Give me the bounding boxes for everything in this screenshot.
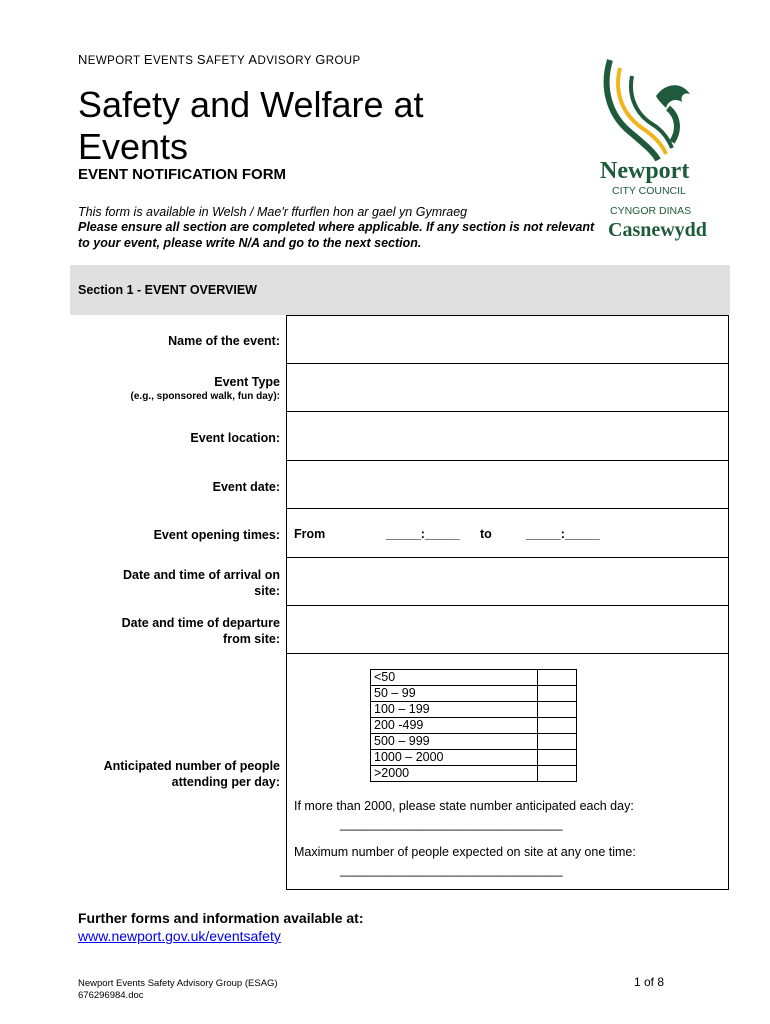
- more-than-2000-input[interactable]: ________________________________: [340, 817, 563, 831]
- departure-label: [70, 615, 280, 647]
- organisation-heading: [78, 52, 361, 67]
- further-info-heading: Further forms and information available at:: [78, 910, 364, 926]
- attendance-option-row: [371, 670, 577, 686]
- attendance-option-checkbox[interactable]: [538, 750, 577, 766]
- arrival-label: [70, 567, 280, 599]
- attendance-option-row: [371, 718, 577, 734]
- departure-field[interactable]: [286, 605, 729, 654]
- event-name-field[interactable]: [286, 315, 729, 364]
- attendance-option-label: 100 – 199: [371, 702, 538, 718]
- events-safety-link[interactable]: www.newport.gov.uk/eventsafety: [78, 928, 281, 944]
- more-than-2000-note: If more than 2000, please state number anticipated each day:: [294, 799, 634, 813]
- attendance-option-label: 200 -499: [371, 718, 538, 734]
- event-date-label: Event date:: [212, 480, 280, 494]
- welsh-availability-note: This form is available in Welsh / Mae'r ffurflen hon ar gael yn Gymraeg: [78, 205, 468, 219]
- logo-city-council-text: CITY COUNCIL: [612, 185, 686, 197]
- to-time-input[interactable]: _____:_____: [526, 527, 600, 541]
- opening-times-field[interactable]: [286, 508, 729, 558]
- logo-newport-text: Newport: [600, 158, 690, 184]
- attendance-option-checkbox[interactable]: [538, 766, 577, 782]
- attendance-option-label: <50: [371, 670, 538, 686]
- attendance-label: [70, 758, 280, 790]
- newport-city-council-logo: [596, 56, 712, 242]
- org-part: ADVISORY: [248, 52, 316, 67]
- attendance-option-checkbox[interactable]: [538, 702, 577, 718]
- from-time-input[interactable]: _____:_____: [386, 527, 460, 541]
- attendance-label-line-1: Anticipated number of people: [103, 759, 280, 773]
- event-location-label: Event location:: [190, 431, 280, 445]
- to-label: to: [480, 527, 492, 541]
- event-type-label: [70, 374, 280, 404]
- footer-filename: 676296984.doc: [78, 990, 144, 1001]
- title-line-2: Events: [78, 126, 189, 167]
- event-date-field[interactable]: [286, 460, 729, 509]
- attendance-option-row: [371, 702, 577, 718]
- attendance-option-label: 1000 – 2000: [371, 750, 538, 766]
- arrival-field[interactable]: [286, 557, 729, 606]
- opening-times-label: Event opening times:: [153, 528, 280, 542]
- section-title: Section 1 - EVENT OVERVIEW: [78, 283, 257, 297]
- org-part: SAFETY: [196, 52, 249, 67]
- event-type-hint: (e.g., sponsored walk, fun day):: [130, 391, 280, 402]
- attendance-options-table: [370, 669, 577, 782]
- event-location-field[interactable]: [286, 411, 729, 461]
- form-subtitle: EVENT NOTIFICATION FORM: [78, 166, 287, 183]
- logo-casnewydd-text: Casnewydd: [608, 219, 707, 241]
- attendance-option-checkbox[interactable]: [538, 718, 577, 734]
- attendance-option-label: >2000: [371, 766, 538, 782]
- org-part: EVENTS: [143, 52, 197, 67]
- page-title: [78, 84, 548, 168]
- org-part: NEWPORT: [78, 52, 144, 67]
- footer-org: Newport Events Safety Advisory Group (ESAG): [78, 978, 278, 989]
- max-people-note: Maximum number of people expected on site at any one time:: [294, 845, 636, 859]
- event-type-field[interactable]: [286, 363, 729, 412]
- departure-label-line-2: from site:: [223, 632, 280, 646]
- arrival-label-line-2: site:: [254, 584, 280, 598]
- departure-label-line-1: Date and time of departure: [121, 616, 280, 630]
- max-people-input[interactable]: ________________________________: [340, 863, 563, 877]
- logo-cyngor-dinas-text: CYNGOR DINAS: [610, 205, 692, 217]
- attendance-label-line-2: attending per day:: [171, 775, 280, 789]
- event-type-label-text: Event Type: [214, 375, 280, 389]
- attendance-option-checkbox[interactable]: [538, 670, 577, 686]
- attendance-option-label: 500 – 999: [371, 734, 538, 750]
- attendance-option-row: [371, 686, 577, 702]
- attendance-option-label: 50 – 99: [371, 686, 538, 702]
- dragon-emblem-icon: [596, 56, 712, 242]
- completion-instructions: Please ensure all section are completed where applicable. If any section is not relevant to your event, please write N/A and go to the next section.: [78, 220, 595, 250]
- attendance-option-row: [371, 766, 577, 782]
- title-line-1: Safety and Welfare at: [78, 84, 424, 125]
- attendance-option-checkbox[interactable]: [538, 686, 577, 702]
- from-label: From: [294, 527, 326, 541]
- attendance-option-row: [371, 750, 577, 766]
- attendance-option-row: [371, 734, 577, 750]
- org-part: GROUP: [315, 52, 361, 67]
- arrival-label-line-1: Date and time of arrival on: [123, 568, 280, 582]
- attendance-option-checkbox[interactable]: [538, 734, 577, 750]
- event-name-label: Name of the event:: [168, 334, 280, 348]
- page-number: 1 of 8: [634, 975, 665, 989]
